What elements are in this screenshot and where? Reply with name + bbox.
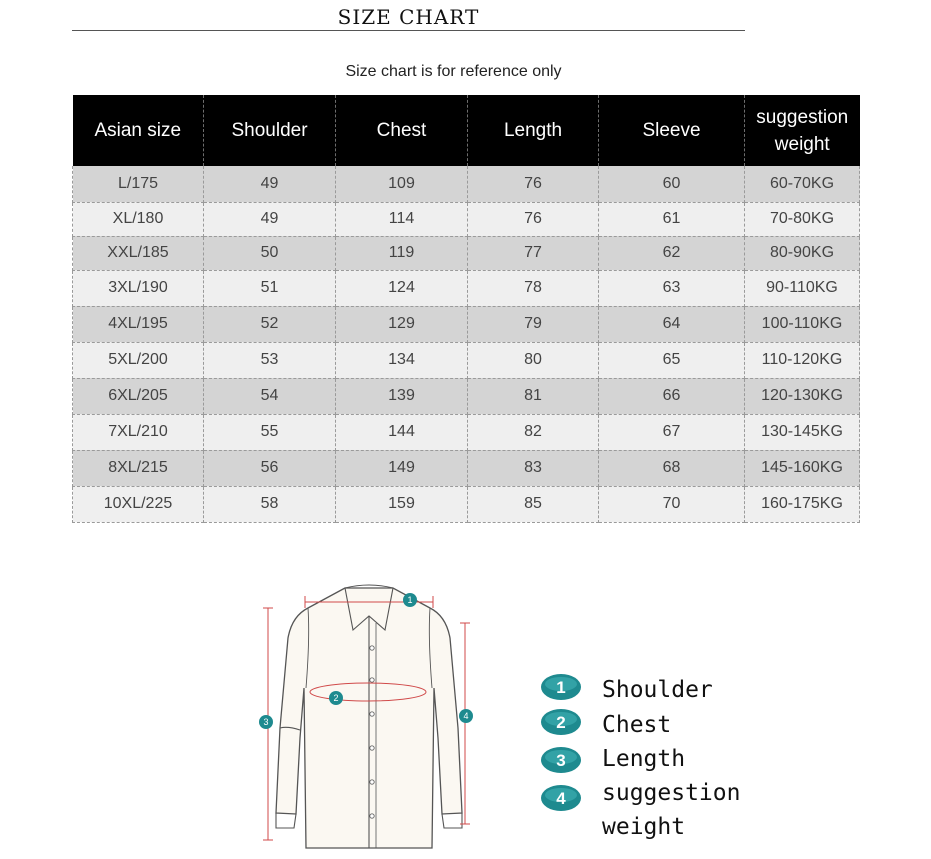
size-chart-table	[72, 95, 860, 523]
cell-weight: 80-90KG	[745, 236, 860, 270]
cell-sleeve: 68	[599, 450, 745, 486]
cell-shoulder: 52	[204, 306, 336, 342]
badge-1-icon	[540, 673, 582, 701]
cell-size: L/175	[73, 166, 204, 202]
cell-sleeve: 64	[599, 306, 745, 342]
badge-3-icon	[540, 746, 582, 774]
cell-chest: 149	[336, 450, 468, 486]
cell-chest: 129	[336, 306, 468, 342]
header-asian-size: Asian size	[73, 95, 204, 166]
svg-text:3: 3	[556, 751, 566, 770]
cell-weight: 120-130KG	[745, 378, 860, 414]
cell-sleeve: 63	[599, 270, 745, 306]
table-row	[73, 342, 860, 378]
svg-text:4: 4	[556, 789, 566, 808]
cell-sleeve: 67	[599, 414, 745, 450]
legend-label: Chest	[602, 712, 672, 738]
cell-sleeve: 66	[599, 378, 745, 414]
shirt-marker-4	[459, 709, 473, 723]
cell-shoulder: 58	[204, 486, 336, 522]
cell-length: 77	[468, 236, 599, 270]
cell-shoulder: 53	[204, 342, 336, 378]
cell-chest: 144	[336, 414, 468, 450]
shirt-marker-2	[329, 691, 343, 705]
cell-length: 80	[468, 342, 599, 378]
shirt-marker-3	[259, 715, 273, 729]
cell-length: 85	[468, 486, 599, 522]
cell-weight: 70-80KG	[745, 202, 860, 236]
cell-shoulder: 49	[204, 166, 336, 202]
cell-shoulder: 54	[204, 378, 336, 414]
cell-weight: 160-175KG	[745, 486, 860, 522]
header-shoulder: Shoulder	[204, 95, 336, 166]
cell-chest: 109	[336, 166, 468, 202]
header-chest: Chest	[336, 95, 468, 166]
legend-label: suggestion weight	[602, 780, 741, 840]
cell-shoulder: 50	[204, 236, 336, 270]
cell-length: 76	[468, 202, 599, 236]
cell-chest: 139	[336, 378, 468, 414]
shirt-diagram	[250, 578, 490, 856]
svg-text:2: 2	[333, 693, 339, 703]
cell-weight: 60-70KG	[745, 166, 860, 202]
svg-text:1: 1	[407, 595, 413, 605]
cell-shoulder: 49	[204, 202, 336, 236]
header-sleeve: Sleeve	[599, 95, 745, 166]
cell-length: 82	[468, 414, 599, 450]
cell-size: 10XL/225	[73, 486, 204, 522]
legend-label: Length	[602, 746, 686, 772]
cell-sleeve: 61	[599, 202, 745, 236]
legend-label: Shoulder	[602, 677, 713, 703]
badge-2-icon	[540, 708, 582, 736]
table-row	[73, 202, 860, 236]
cell-size: 5XL/200	[73, 342, 204, 378]
cell-weight: 130-145KG	[745, 414, 860, 450]
svg-text:3: 3	[263, 717, 269, 727]
cell-length: 76	[468, 166, 599, 202]
cell-shoulder: 56	[204, 450, 336, 486]
cell-size: 8XL/215	[73, 450, 204, 486]
header-length: Length	[468, 95, 599, 166]
cell-size: 3XL/190	[73, 270, 204, 306]
cell-sleeve: 65	[599, 342, 745, 378]
cell-chest: 119	[336, 236, 468, 270]
svg-text:1: 1	[556, 678, 566, 697]
cell-shoulder: 51	[204, 270, 336, 306]
cell-length: 79	[468, 306, 599, 342]
cell-sleeve: 62	[599, 236, 745, 270]
svg-text:4: 4	[463, 711, 469, 721]
cell-chest: 134	[336, 342, 468, 378]
cell-shoulder: 55	[204, 414, 336, 450]
cell-size: 4XL/195	[73, 306, 204, 342]
shirt-marker-1	[403, 593, 417, 607]
cell-length: 81	[468, 378, 599, 414]
table-row	[73, 378, 860, 414]
table-row	[73, 166, 860, 202]
cell-weight: 110-120KG	[745, 342, 860, 378]
cell-length: 83	[468, 450, 599, 486]
header-suggestion-weight: suggestion weight	[745, 95, 860, 166]
cell-weight: 90-110KG	[745, 270, 860, 306]
table-row	[73, 236, 860, 270]
cell-weight: 145-160KG	[745, 450, 860, 486]
table-header-row	[73, 95, 860, 166]
table-row	[73, 414, 860, 450]
subtitle: Size chart is for reference only	[345, 63, 562, 80]
table-row	[73, 306, 860, 342]
cell-chest: 114	[336, 202, 468, 236]
badge-4-icon	[540, 784, 582, 812]
measurement-legend	[540, 670, 800, 845]
table-row	[73, 270, 860, 306]
title-underline	[72, 30, 745, 31]
cell-sleeve: 70	[599, 486, 745, 522]
cell-chest: 159	[336, 486, 468, 522]
cell-size: XXL/185	[73, 236, 204, 270]
table-row	[73, 450, 860, 486]
cell-sleeve: 60	[599, 166, 745, 202]
cell-size: 7XL/210	[73, 414, 204, 450]
cell-size: XL/180	[73, 202, 204, 236]
cell-size: 6XL/205	[73, 378, 204, 414]
table-row	[73, 486, 860, 522]
cell-weight: 100-110KG	[745, 306, 860, 342]
cell-length: 78	[468, 270, 599, 306]
cell-chest: 124	[336, 270, 468, 306]
page-title: SIZE CHART	[337, 5, 480, 29]
svg-text:2: 2	[556, 713, 566, 732]
